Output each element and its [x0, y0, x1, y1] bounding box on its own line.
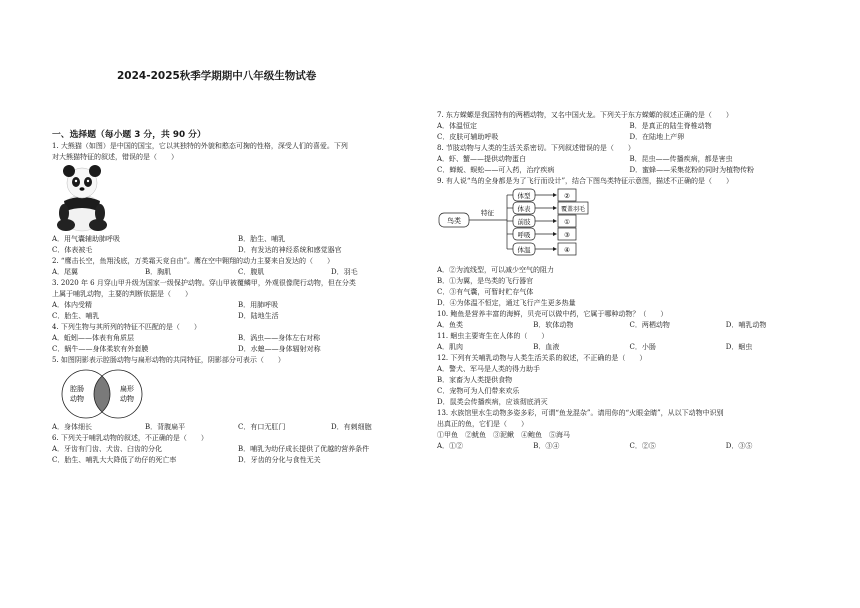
q5-option-c: C．有口无肛门	[238, 423, 286, 431]
q4-option-b: B．涡虫——身体左右对称	[238, 334, 321, 342]
q12-option-d: D．鼠类会传播疾病，应该彻底消灭	[437, 398, 548, 406]
q7-stem: 7. 东方蝾螈是我国特有的两栖动物，又名中国火龙。下列关于东方蝾螈的叙述正确的是（ ）	[437, 111, 733, 119]
q3-option-b: B．用肺呼吸	[238, 301, 279, 309]
q5-options	[52, 422, 424, 433]
left-column	[52, 141, 424, 466]
q10-options	[437, 320, 822, 331]
q11-option-a: A．肌肉	[437, 343, 464, 351]
diagram-branch-5	[507, 243, 576, 255]
diagram-branch-1	[507, 189, 576, 201]
panda-image	[52, 163, 112, 234]
q1-option-b: B．胎生、哺乳	[238, 235, 286, 243]
q13-option-d: D．③⑤	[725, 442, 753, 450]
q4-option-d: D．水螅——身体辐射对称	[238, 345, 321, 353]
q10-option-a: A．鱼类	[437, 321, 464, 329]
q5-option-d: D．有刺细胞	[331, 423, 372, 431]
q1-options-row2	[52, 245, 424, 256]
q11-stem: 11. 蛔虫主要寄生在人体的（ ）	[437, 332, 549, 340]
q13-animals: ①甲鱼 ②鱿鱼 ③泥鳅 ④鲍鱼 ⑤海马	[437, 431, 570, 439]
q4-options-row2	[52, 344, 424, 355]
q4-stem: 4. 下列生物与其所列的特征不匹配的是（ ）	[52, 323, 201, 331]
q7-option-d: D．在陆地上产卵	[629, 133, 685, 141]
q5-option-a: A．身体细长	[52, 423, 93, 431]
diagram-result-2: 覆盖羽毛	[560, 206, 586, 213]
q7-option-a: A．体温恒定	[437, 122, 478, 130]
q8-option-c: C．蝉蜕、蜈蚣——可入药，治疗疾病	[437, 166, 555, 174]
q8-option-b: B．昆虫——传播疾病，都是害虫	[629, 155, 733, 163]
q10-option-d: D．哺乳动物	[725, 321, 767, 329]
diagram-branch-3	[507, 215, 576, 227]
q4-option-a: A．蚯蚓——体表有角质层	[52, 334, 135, 342]
q2-option-d: D．羽毛	[331, 268, 358, 276]
q1-option-c: C．体表被毛	[52, 246, 93, 254]
q11-option-c: C．小肠	[629, 343, 656, 351]
q6-options-row2	[52, 455, 424, 466]
q6-option-b: B．哺乳为幼仔成长提供了优越的营养条件	[238, 445, 370, 453]
q7-option-b: B．是真正的陆生脊椎动物	[629, 122, 712, 130]
q12-option-c: C．宠物可为人们带来欢乐	[437, 387, 520, 395]
q10-option-b: B．软体动物	[533, 321, 574, 329]
venn-right-label-2: 动物	[120, 395, 134, 403]
diagram-result-4: ③	[564, 231, 570, 239]
q3-options-row1	[52, 300, 424, 311]
q8-stem: 8. 节肢动物与人类的生活关系密切。下列叙述错误的是（ ）	[437, 144, 635, 152]
section-heading: 一、选择题（每小题 3 分，共 90 分）	[52, 130, 206, 140]
q3-stem-line2: 上属于哺乳动物，主要的判断依据是（ ）	[52, 290, 192, 298]
q10-option-c: C．两栖动物	[629, 321, 670, 329]
q13-option-c: C．②⑤	[629, 442, 656, 450]
q2-stem: 2. “鹰击长空，鱼翔浅底，万类霜天竞自由”。鹰在空中翱翔的动力主要来自发达的（ ）	[52, 257, 335, 265]
q2-option-a: A．尾翼	[52, 268, 79, 276]
q8-option-d: D．蜜蜂——采集花粉的同时为植物传粉	[629, 166, 755, 174]
q9-option-b: B．①为翼，是鸟类的飞行器官	[437, 277, 534, 285]
q3-option-a: A．体内受精	[52, 301, 93, 309]
q3-option-c: C．胎生、哺乳	[52, 312, 100, 320]
diagram-root-label: 鸟类	[447, 217, 461, 225]
q1-stem-line2: 对大熊猫特征的叙述，错误的是（ ）	[52, 153, 178, 161]
q7-options-row1	[437, 121, 822, 132]
diagram-mid-label: 特征	[481, 209, 494, 217]
venn-left-label-1: 腔肠	[70, 385, 84, 393]
q2-options	[52, 267, 424, 278]
q13-stem-line2: 出真正的鱼，它们是（ ）	[437, 420, 528, 428]
diagram-item-5: 体温	[517, 246, 531, 254]
q12-option-b: B．家畜为人类提供食物	[437, 376, 513, 384]
q1-option-a: A．用气囊辅助肺呼吸	[52, 235, 121, 243]
q7-options-row2	[437, 132, 822, 143]
bird-feature-diagram	[437, 187, 822, 265]
q9-option-c: C．③有气囊，可暂时贮存气体	[437, 288, 534, 296]
q9-stem: 9. 有人说“鸟的全身都是为了飞行而设计”，结合下图鸟类特征示意图，描述不正确的是（ ）	[437, 177, 734, 185]
diagram-branch-4	[507, 228, 576, 240]
q11-option-b: B．血液	[533, 343, 560, 351]
right-column	[437, 110, 822, 452]
diagram-item-4: 呼吸	[517, 231, 531, 239]
q1-options-row1	[52, 234, 424, 245]
q2-option-c: C．腹肌	[238, 268, 265, 276]
q6-option-a: A．牙齿有门齿、犬齿、臼齿的分化	[52, 445, 163, 453]
q1-stem-line1: 1. 大熊猫（如图）是中国的国宝，它以其独特的外貌和憨态可掬的性格，深受人们的喜爱。下列	[52, 142, 348, 150]
q8-option-a: A．虾、蟹——提供动物蛋白	[437, 155, 527, 163]
diagram-result-3: ①	[564, 218, 570, 226]
page-title: 2024-2025秋季学期期中八年级生物试卷	[117, 70, 317, 82]
q13-option-b: B．③④	[533, 442, 560, 450]
q3-options-row2	[52, 311, 424, 322]
q6-options-row1	[52, 444, 424, 455]
q6-stem: 6. 下列关于哺乳动物的叙述，不正确的是（ ）	[52, 434, 208, 442]
q12-option-a: A．警犬、军马是人类的得力助手	[437, 365, 541, 373]
q9-option-d: D．④为体温不恒定，通过飞行产生更多热量	[437, 299, 576, 307]
q9-option-a: A．②为流线型，可以减少空气的阻力	[437, 266, 555, 274]
q6-option-c: C．胎生、哺乳大大降低了幼仔的死亡率	[52, 456, 177, 464]
q3-stem-line1: 3. 2020 年 6 月穿山甲升级为国家一级保护动物。穿山甲被覆鳞甲，外观很像爬行动物，但在分类	[52, 279, 356, 287]
q13-option-a: A．①②	[437, 442, 464, 450]
q4-option-c: C．蜗牛——身体柔软有外套膜	[52, 345, 149, 353]
q13-stem-line1: 13. 水族馆里水生动物多姿多彩，可谓“鱼龙混杂”。请用你的“火眼金睛”，从以下动物中识别	[437, 409, 724, 417]
diagram-result-1: ②	[564, 192, 570, 200]
q8-options-row1	[437, 154, 822, 165]
q1-option-d: D．有发达的神经系统和感觉器官	[238, 246, 342, 254]
venn-diagram	[52, 366, 424, 422]
q8-options-row2	[437, 165, 822, 176]
diagram-item-2: 体表	[517, 205, 531, 213]
q11-option-d: D．蛔虫	[725, 343, 753, 351]
diagram-result-5: ④	[564, 246, 570, 254]
panda-figure	[52, 163, 424, 234]
venn-left-label-2: 动物	[70, 395, 84, 403]
q13-options	[437, 441, 822, 452]
diagram-item-1: 体型	[517, 192, 531, 200]
diagram-branch-2	[507, 202, 588, 214]
q12-stem: 12. 下列有关哺乳动物与人类生活关系的叙述，不正确的是（ ）	[437, 354, 647, 362]
q5-stem: 5. 如图阴影表示腔肠动物与扁形动物的共同特征，阴影部分可表示（ ）	[52, 356, 285, 364]
q11-options	[437, 342, 822, 353]
q7-option-c: C．皮肤可辅助呼吸	[437, 133, 499, 141]
q6-option-d: D．牙齿的分化与食性无关	[238, 456, 321, 464]
q2-option-b: B．胸肌	[145, 268, 172, 276]
diagram-item-3: 前肢	[517, 218, 531, 226]
venn-right-label-1: 扁形	[120, 385, 134, 393]
q5-option-b: B．背腹扁平	[145, 423, 186, 431]
q10-stem: 10. 鲍鱼是营养丰富的海鲜，贝壳可以做中药，它属于哪种动物？（ ）	[437, 310, 668, 318]
q3-option-d: D．陆地生活	[238, 312, 279, 320]
q4-options-row1	[52, 333, 424, 344]
